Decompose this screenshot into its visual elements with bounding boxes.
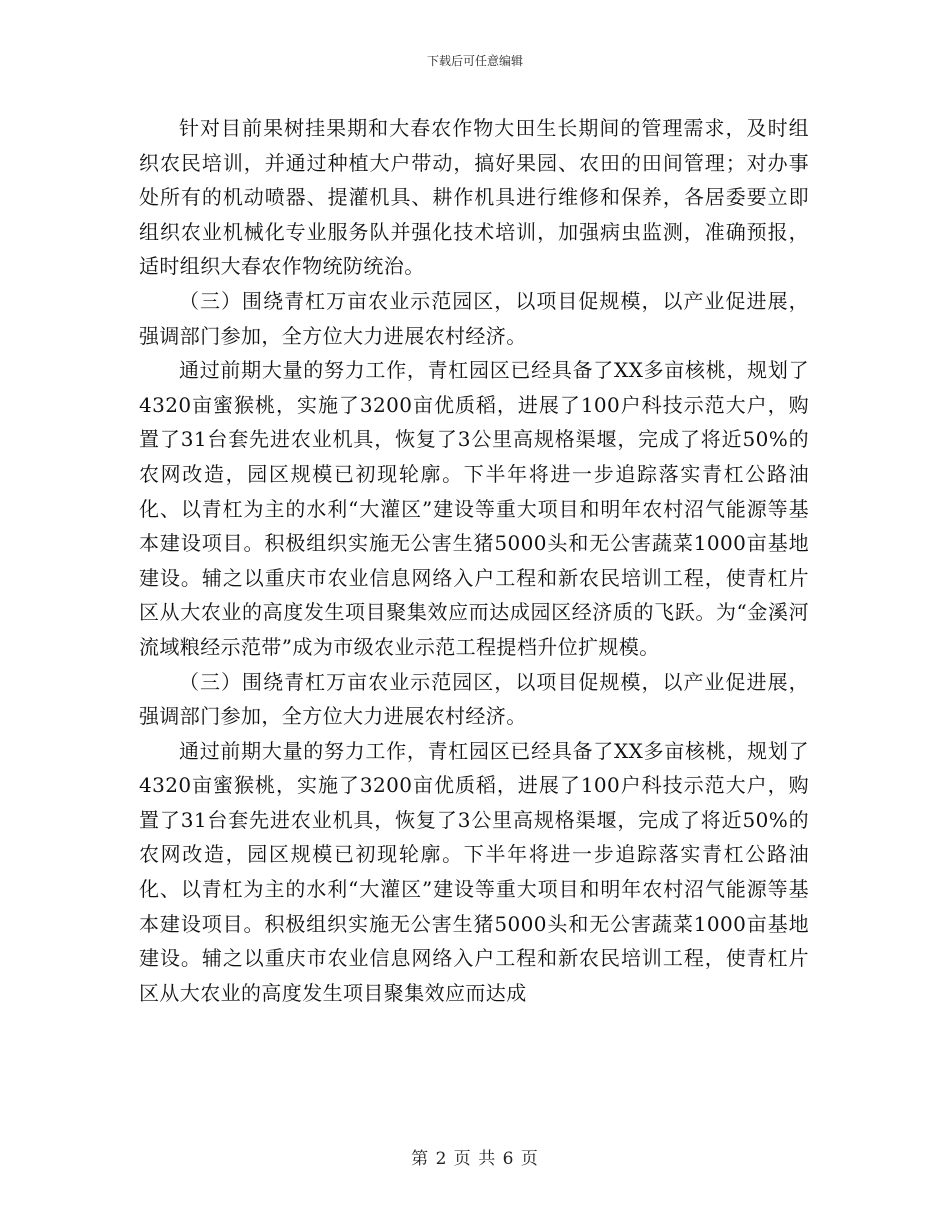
paragraph-park-progress-repeat: 通过前期大量的努力工作，青杠园区已经具备了XX多亩核桃，规划了4320亩蜜猴桃，实施了3200亩优质稻，进展了100户科技示范大户，购置了31台套先进农业机具，恢复了3公里高规格渠堰，完成了将近50%的农网改造，园区规模已初现轮廓。下半年将进一步追踪落实青杠公路油化、以青杠为主的水利“大灌区”建设等重大项目和明年农村沼气能源等基本建设项目。积极组织实施无公害生猪5000头和无公害蔬菜1000亩基地建设。辅之以重庆市农业信息网络入户工程和新农民培训工程，使青杠片区从大农业的高度发生项目聚集效应而达成 bbox=[139, 738, 809, 1005]
paragraph-park-progress: 通过前期大量的努力工作，青杠园区已经具备了XX多亩核桃，规划了4320亩蜜猴桃，实施了3200亩优质稻，进展了100户科技示范大户，购置了31台套先进农业机具，恢复了3公里高规格渠堰，完成了将近50%的农网改造，园区规模已初现轮廓。下半年将进一步追踪落实青杠公路油化、以青杠为主的水利“大灌区”建设等重大项目和明年农村沼气能源等基本建设项目。积极组织实施无公害生猪5000头和无公害蔬菜1000亩基地建设。辅之以重庆市农业信息网络入户工程和新农民培训工程，使青杠片区从大农业的高度发生项目聚集效应而达成园区经济质的飞跃。为“金溪河流域粮经示范带”成为市级农业示范工程提档升位扩规模。 bbox=[139, 358, 809, 659]
paragraph-management-needs: 针对目前果树挂果期和大春农作物大田生长期间的管理需求，及时组织农民培训，并通过种植大户带动，搞好果园、农田的田间管理；对办事处所有的机动喷器、提灌机具、耕作机具进行维修和保养，各居委要立即组织农业机械化专业服务队并强化技术培训，加强病虫监测，准确预报，适时组织大春农作物统防统治。 bbox=[139, 116, 809, 279]
document-body bbox=[139, 111, 809, 1010]
paragraph-section-three-heading-repeat: （三）围绕青杠万亩农业示范园区，以项目促规模，以产业促进展，强调部门参加，全方位大力进展农村经济。 bbox=[139, 669, 809, 729]
footer-total-pages: 6 bbox=[502, 1149, 515, 1169]
footer-current-page: 2 bbox=[435, 1149, 448, 1169]
paragraph-section-three-heading: （三）围绕青杠万亩农业示范园区，以项目促规模，以产业促进展，强调部门参加，全方位大力进展农村经济。 bbox=[139, 288, 809, 348]
page-header-note: 下载后可任意编辑 bbox=[426, 54, 523, 68]
page-footer bbox=[0, 1148, 950, 1170]
footer-mid: 页 共 bbox=[453, 1149, 497, 1169]
footer-suffix: 页 bbox=[520, 1149, 539, 1169]
footer-prefix: 第 bbox=[411, 1149, 430, 1169]
